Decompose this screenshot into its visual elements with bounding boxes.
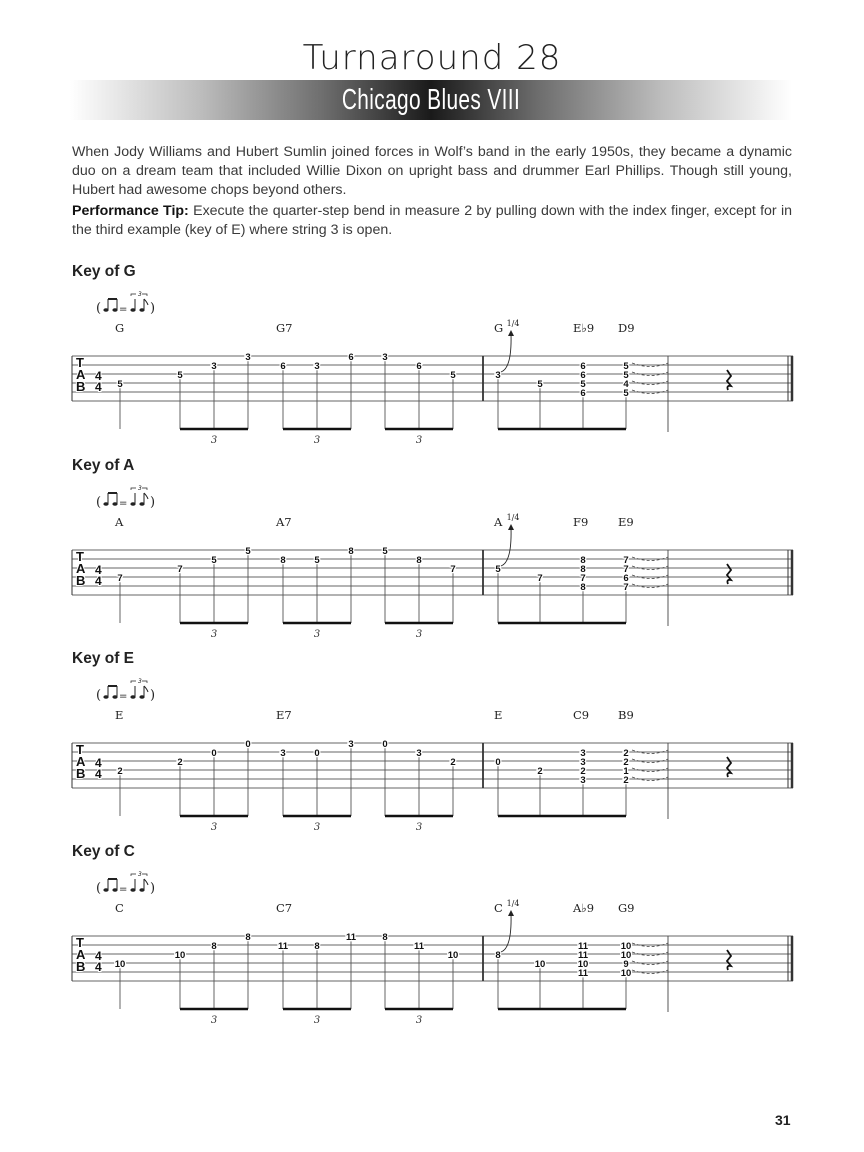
fret-number: 2 [623, 748, 629, 759]
tab-clef [76, 935, 86, 974]
chord-symbol: E7 [276, 708, 292, 722]
fret-number: 3 [280, 748, 286, 759]
svg-text:(: ( [96, 881, 102, 896]
tab-staff-svg [0, 677, 864, 857]
svg-text:T: T [76, 742, 84, 757]
subtitle: Chicago Blues VIII [341, 84, 521, 116]
fret-number: 5 [623, 370, 629, 381]
svg-text:4: 4 [95, 574, 102, 588]
svg-text:B: B [76, 766, 86, 781]
fret-number: 6 [580, 388, 586, 399]
fret-number: 3 [348, 739, 354, 750]
performance-tip [72, 202, 792, 240]
triplet-label: 3 [415, 822, 423, 833]
fret-number: 8 [314, 941, 320, 952]
svg-text:A: A [76, 947, 86, 962]
fret-number: 1 [623, 766, 629, 777]
quarter-rest-icon [727, 564, 731, 584]
triplet-label: 3 [415, 435, 423, 446]
svg-text:B: B [76, 959, 86, 974]
fret-number: 7 [117, 573, 123, 584]
fret-number: 0 [211, 748, 217, 759]
fret-number: 5 [623, 361, 629, 372]
fret-number: 7 [623, 582, 629, 593]
swing-eighths-marking [96, 678, 155, 703]
svg-text:1/4: 1/4 [506, 899, 520, 908]
swing-eighths-marking [96, 871, 155, 896]
chord-symbol: A7 [276, 515, 292, 529]
chord-symbol: G7 [276, 321, 293, 335]
fret-number: 3 [416, 748, 422, 759]
fret-number: 2 [623, 757, 629, 768]
chord-symbol: C9 [573, 708, 590, 722]
fret-number: 8 [348, 546, 354, 557]
svg-text:4: 4 [95, 949, 102, 963]
subtitle-banner [70, 80, 792, 120]
tab-example-a [0, 484, 864, 664]
fret-number: 0 [382, 739, 388, 750]
svg-text:A: A [76, 754, 86, 769]
fret-number: 6 [416, 361, 422, 372]
quarter-rest-icon [727, 370, 731, 390]
fret-number: 11 [577, 968, 589, 979]
triplet-label: 3 [313, 822, 321, 833]
triplet-label: 3 [210, 822, 218, 833]
svg-text:=: = [119, 304, 128, 315]
chord-symbol: A [494, 515, 503, 529]
chord-symbol: A [115, 515, 124, 529]
chord-symbol: A♭9 [573, 901, 595, 915]
fret-number: 5 [211, 555, 217, 566]
svg-text:): ) [150, 688, 156, 703]
fret-number: 11 [413, 941, 425, 952]
tab-example-g [0, 290, 864, 470]
svg-text:4: 4 [95, 767, 102, 781]
svg-text:4: 4 [95, 756, 102, 770]
time-signature [95, 563, 102, 588]
fret-number: 6 [623, 573, 629, 584]
triplet-label: 3 [313, 1015, 321, 1026]
fret-number: 3 [245, 352, 251, 363]
fret-number: 8 [245, 932, 251, 943]
fret-number: 0 [314, 748, 320, 759]
svg-text:3: 3 [138, 291, 142, 298]
svg-text:(: ( [96, 688, 102, 703]
fret-number: 10 [114, 959, 126, 970]
chord-symbol: E [115, 708, 124, 722]
quarter-bend [501, 319, 519, 372]
svg-text:4: 4 [95, 369, 102, 383]
svg-text:3: 3 [138, 485, 142, 492]
fret-number: 2 [623, 775, 629, 786]
triplet-label: 3 [210, 435, 218, 446]
fret-number: 5 [450, 370, 456, 381]
fret-number: 3 [314, 361, 320, 372]
svg-text:T: T [76, 935, 84, 950]
fret-number: 6 [280, 361, 286, 372]
svg-text:B: B [76, 573, 86, 588]
key-heading-e: Key of E [72, 650, 135, 667]
fret-number: 2 [580, 766, 586, 777]
fret-number: 5 [314, 555, 320, 566]
svg-text:1/4: 1/4 [506, 319, 520, 328]
chord-symbol: C7 [276, 901, 293, 915]
fret-number: 8 [211, 941, 217, 952]
chord-symbol: D9 [618, 321, 635, 335]
fret-number: 2 [117, 766, 123, 777]
tab-staff-svg [0, 870, 864, 1050]
fret-number: 3 [211, 361, 217, 372]
svg-text:=: = [119, 691, 128, 702]
fret-number: 8 [580, 564, 586, 575]
fret-number: 11 [277, 941, 289, 952]
tab-clef [76, 549, 86, 588]
fret-number: 3 [382, 352, 388, 363]
svg-text:4: 4 [95, 563, 102, 577]
page-number: 31 [775, 1112, 791, 1128]
fret-number: 5 [623, 388, 629, 399]
chord-symbol: F9 [573, 515, 589, 529]
fret-number: 3 [580, 775, 586, 786]
fret-number: 5 [245, 546, 251, 557]
fret-number: 2 [537, 766, 543, 777]
fret-number: 11 [577, 950, 589, 961]
fret-number: 2 [450, 757, 456, 768]
fret-number: 8 [580, 555, 586, 566]
triplet-label: 3 [210, 1015, 218, 1026]
fret-number: 10 [620, 950, 632, 961]
svg-text:): ) [150, 495, 156, 510]
quarter-rest-icon [727, 950, 731, 970]
fret-number: 10 [577, 959, 589, 970]
triplet-label: 3 [415, 629, 423, 640]
fret-number: 10 [534, 959, 546, 970]
svg-text:(: ( [96, 495, 102, 510]
triplet-label: 3 [313, 629, 321, 640]
time-signature [95, 949, 102, 974]
key-heading-g: Key of G [72, 263, 136, 280]
chord-symbol: E [494, 708, 503, 722]
svg-text:3: 3 [138, 871, 142, 878]
page-title: Turnaround 28 [302, 38, 562, 78]
fret-number: 5 [177, 370, 183, 381]
tab-clef [76, 355, 86, 394]
chord-symbol: C [494, 901, 503, 915]
svg-text:T: T [76, 549, 84, 564]
svg-text:=: = [119, 884, 128, 895]
svg-text:4: 4 [95, 380, 102, 394]
svg-text:3: 3 [138, 678, 142, 685]
quarter-rest-icon [727, 757, 731, 777]
svg-text:1/4: 1/4 [506, 513, 520, 522]
fret-number: 8 [382, 932, 388, 943]
fret-number: 8 [580, 582, 586, 593]
fret-number: 11 [345, 932, 357, 943]
fret-number: 9 [623, 959, 629, 970]
fret-number: 0 [245, 739, 251, 750]
svg-text:A: A [76, 561, 86, 576]
svg-text:A: A [76, 367, 86, 382]
chord-symbol: G [494, 321, 504, 335]
chord-symbol: E9 [618, 515, 634, 529]
fret-number: 4 [623, 379, 629, 390]
quarter-bend [501, 513, 519, 566]
performance-tip-text: Execute the quarter-step bend in measure 2 by pulling down with the index finger, except for in the third example (key of E) where string 3 is open. [72, 203, 792, 238]
fret-number: 3 [580, 748, 586, 759]
key-heading-c: Key of C [72, 843, 135, 860]
fret-number: 7 [623, 555, 629, 566]
fret-number: 3 [495, 370, 501, 381]
fret-number: 8 [416, 555, 422, 566]
fret-number: 6 [348, 352, 354, 363]
tab-staff-svg [0, 290, 864, 470]
fret-number: 5 [537, 379, 543, 390]
chord-symbol: G [115, 321, 125, 335]
fret-number: 3 [580, 757, 586, 768]
fret-number: 5 [580, 379, 586, 390]
fret-number: 2 [177, 757, 183, 768]
svg-text:): ) [150, 881, 156, 896]
svg-text:B: B [76, 379, 86, 394]
performance-tip-label: Performance Tip: [72, 203, 189, 219]
svg-text:(: ( [96, 301, 102, 316]
tab-staff-svg [0, 484, 864, 664]
intro-paragraph: When Jody Williams and Hubert Sumlin joined forces in Wolf’s band in the early 1950s, they became a dynamic duo on a dream team that included Willie Dixon on upright bass and drummer Earl Phillips. Though still young, Hubert had awesome chops beyond others. [72, 144, 792, 198]
fret-number: 10 [620, 941, 632, 952]
fret-number: 0 [495, 757, 501, 768]
fret-number: 8 [280, 555, 286, 566]
svg-text:): ) [150, 301, 156, 316]
fret-number: 5 [117, 379, 123, 390]
chord-symbol: C [115, 901, 124, 915]
fret-number: 6 [580, 370, 586, 381]
fret-number: 10 [447, 950, 459, 961]
triplet-label: 3 [210, 629, 218, 640]
fret-number: 7 [580, 573, 586, 584]
triplet-label: 3 [313, 435, 321, 446]
tab-clef [76, 742, 86, 781]
chord-symbol: G9 [618, 901, 635, 915]
triplet-label: 3 [415, 1015, 423, 1026]
fret-number: 5 [495, 564, 501, 575]
time-signature [95, 756, 102, 781]
key-heading-a: Key of A [72, 457, 135, 474]
fret-number: 7 [537, 573, 543, 584]
tab-example-e [0, 677, 864, 857]
fret-number: 10 [620, 968, 632, 979]
swing-eighths-marking [96, 485, 155, 510]
chord-symbol: E♭9 [573, 321, 595, 335]
fret-number: 11 [577, 941, 589, 952]
svg-text:T: T [76, 355, 84, 370]
fret-number: 6 [580, 361, 586, 372]
tab-example-c [0, 870, 864, 1050]
chord-symbol: B9 [618, 708, 634, 722]
fret-number: 7 [177, 564, 183, 575]
fret-number: 7 [450, 564, 456, 575]
fret-number: 10 [174, 950, 186, 961]
svg-text:4: 4 [95, 960, 102, 974]
fret-number: 5 [382, 546, 388, 557]
svg-text:=: = [119, 498, 128, 509]
quarter-bend [501, 899, 519, 952]
swing-eighths-marking [96, 291, 155, 316]
time-signature [95, 369, 102, 394]
fret-number: 8 [495, 950, 501, 961]
fret-number: 7 [623, 564, 629, 575]
